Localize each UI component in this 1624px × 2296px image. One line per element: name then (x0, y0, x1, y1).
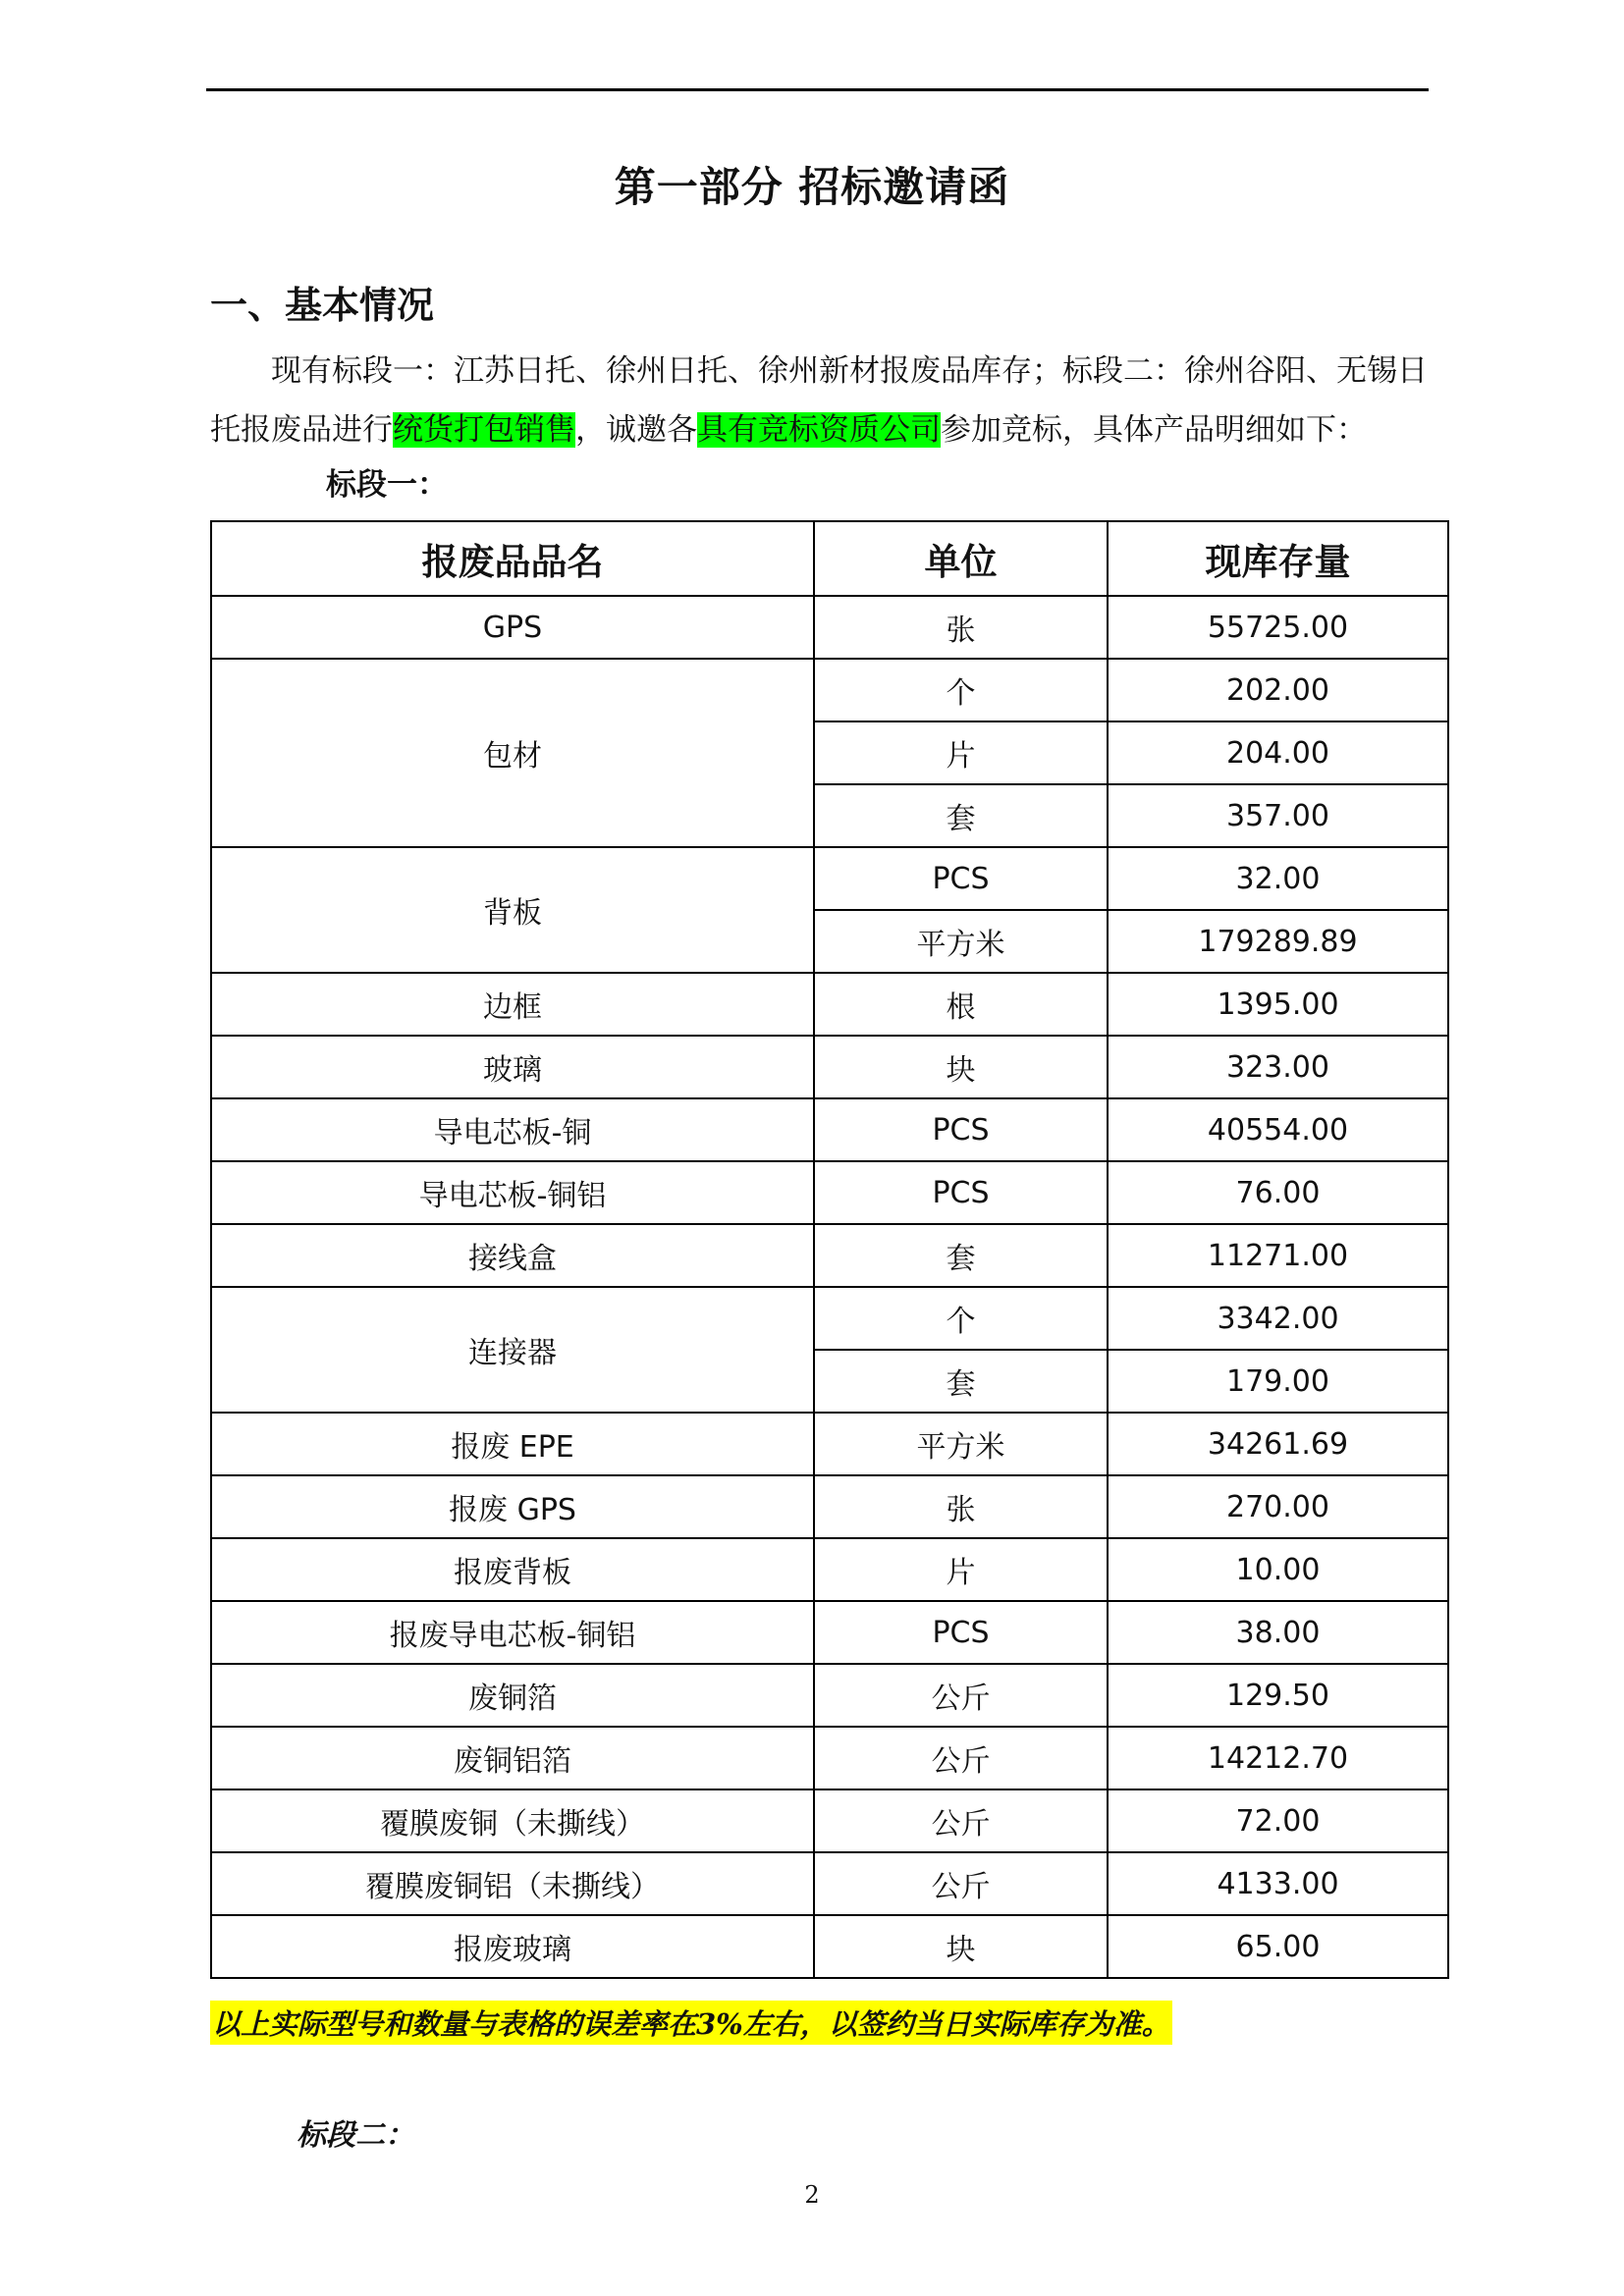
cell-stock-qty: 11271.00 (1108, 1224, 1448, 1287)
intro-text-1: 现有标段一：江苏日托、徐州日托、徐州新材报废品库存；标段二：徐州谷阳、无锡日托报废品进行 (210, 353, 1428, 448)
cell-unit: 块 (814, 1036, 1108, 1098)
intro-text-3: 参加竞标，具体产品明细如下： (941, 412, 1367, 448)
cell-item-name: 报废玻璃 (211, 1915, 814, 1978)
table-row (211, 1727, 1448, 1789)
cell-item-name: 报废 EPE (211, 1413, 814, 1475)
cell-item-name: 报废 GPS (211, 1475, 814, 1538)
table-row (211, 1224, 1448, 1287)
cell-item-name: 边框 (211, 973, 814, 1036)
table-row (211, 659, 1448, 721)
cell-stock-qty: 1395.00 (1108, 973, 1448, 1036)
header-unit: 单位 (814, 521, 1108, 596)
table-row (211, 1664, 1448, 1727)
table-row (211, 973, 1448, 1036)
table-row (211, 1161, 1448, 1224)
cell-stock-qty: 179.00 (1108, 1350, 1448, 1413)
cell-stock-qty: 38.00 (1108, 1601, 1448, 1664)
cell-unit: 公斤 (814, 1852, 1108, 1915)
cell-unit: PCS (814, 1098, 1108, 1161)
cell-unit: 公斤 (814, 1789, 1108, 1852)
cell-stock-qty: 4133.00 (1108, 1852, 1448, 1915)
cell-unit: 块 (814, 1915, 1108, 1978)
cell-unit: 公斤 (814, 1664, 1108, 1727)
cell-stock-qty: 202.00 (1108, 659, 1448, 721)
page-number: 2 (804, 2181, 820, 2209)
cell-item-name: GPS (211, 596, 814, 659)
page-title: 第一部分 招标邀请函 (614, 163, 1010, 211)
cell-stock-qty: 32.00 (1108, 847, 1448, 910)
table-row (211, 1036, 1448, 1098)
table-row (211, 1789, 1448, 1852)
cell-item-name: 玻璃 (211, 1036, 814, 1098)
table-row (211, 847, 1448, 910)
cell-stock-qty: 129.50 (1108, 1664, 1448, 1727)
tolerance-note: 以上实际型号和数量与表格的误差率在3%左右，以签约当日实际库存为准。 (210, 2001, 1172, 2045)
cell-item-name: 覆膜废铜（未撕线） (211, 1789, 814, 1852)
cell-stock-qty: 3342.00 (1108, 1287, 1448, 1350)
cell-unit: 个 (814, 659, 1108, 721)
header-rule (206, 88, 1429, 91)
cell-stock-qty: 65.00 (1108, 1915, 1448, 1978)
cell-stock-qty: 323.00 (1108, 1036, 1448, 1098)
cell-unit: 套 (814, 1350, 1108, 1413)
cell-unit: 套 (814, 1224, 1108, 1287)
intro-text-2: ，诚邀各 (575, 412, 697, 448)
cell-stock-qty: 34261.69 (1108, 1413, 1448, 1475)
cell-unit: 张 (814, 596, 1108, 659)
cell-stock-qty: 14212.70 (1108, 1727, 1448, 1789)
cell-stock-qty: 76.00 (1108, 1161, 1448, 1224)
cell-unit: 公斤 (814, 1727, 1108, 1789)
cell-item-name: 导电芯板-铜 (211, 1098, 814, 1161)
cell-unit: PCS (814, 1601, 1108, 1664)
table-row (211, 596, 1448, 659)
table-row (211, 1601, 1448, 1664)
lot1-label: 标段一： (326, 467, 448, 503)
cell-unit: 片 (814, 721, 1108, 784)
cell-unit: 张 (814, 1475, 1108, 1538)
cell-unit: 根 (814, 973, 1108, 1036)
cell-item-name: 废铜箔 (211, 1664, 814, 1727)
table-row (211, 1098, 1448, 1161)
table-body (211, 596, 1448, 1978)
cell-item-name: 连接器 (211, 1287, 814, 1413)
table-row (211, 1413, 1448, 1475)
lot2-label: 标段二： (297, 2118, 414, 2153)
cell-unit: 平方米 (814, 910, 1108, 973)
cell-unit: PCS (814, 1161, 1108, 1224)
cell-item-name: 导电芯板-铜铝 (211, 1161, 814, 1224)
table-row (211, 1915, 1448, 1978)
highlight-bundled-sale: 统货打包销售 (393, 412, 575, 448)
table-row (211, 1852, 1448, 1915)
cell-item-name: 背板 (211, 847, 814, 973)
cell-item-name: 接线盒 (211, 1224, 814, 1287)
cell-item-name: 覆膜废铜铝（未撕线） (211, 1852, 814, 1915)
cell-stock-qty: 10.00 (1108, 1538, 1448, 1601)
cell-stock-qty: 204.00 (1108, 721, 1448, 784)
header-stock-qty: 现库存量 (1108, 521, 1448, 596)
table-row (211, 1538, 1448, 1601)
cell-stock-qty: 40554.00 (1108, 1098, 1448, 1161)
cell-item-name: 报废背板 (211, 1538, 814, 1601)
cell-item-name: 废铜铝箔 (211, 1727, 814, 1789)
intro-paragraph (210, 342, 1428, 459)
section-heading-basic-info: 一、基本情况 (210, 283, 435, 327)
cell-stock-qty: 179289.89 (1108, 910, 1448, 973)
cell-stock-qty: 72.00 (1108, 1789, 1448, 1852)
inventory-table (210, 520, 1449, 1979)
cell-stock-qty: 357.00 (1108, 784, 1448, 847)
table-row (211, 1287, 1448, 1350)
cell-unit: 套 (814, 784, 1108, 847)
table-row (211, 1475, 1448, 1538)
highlight-qualified-companies: 具有竞标资质公司 (697, 412, 941, 448)
cell-stock-qty: 270.00 (1108, 1475, 1448, 1538)
table-header-row (211, 521, 1448, 596)
cell-unit: 平方米 (814, 1413, 1108, 1475)
cell-stock-qty: 55725.00 (1108, 596, 1448, 659)
cell-item-name: 包材 (211, 659, 814, 847)
cell-unit: PCS (814, 847, 1108, 910)
cell-unit: 个 (814, 1287, 1108, 1350)
header-item-name: 报废品品名 (211, 521, 814, 596)
cell-item-name: 报废导电芯板-铜铝 (211, 1601, 814, 1664)
cell-unit: 片 (814, 1538, 1108, 1601)
